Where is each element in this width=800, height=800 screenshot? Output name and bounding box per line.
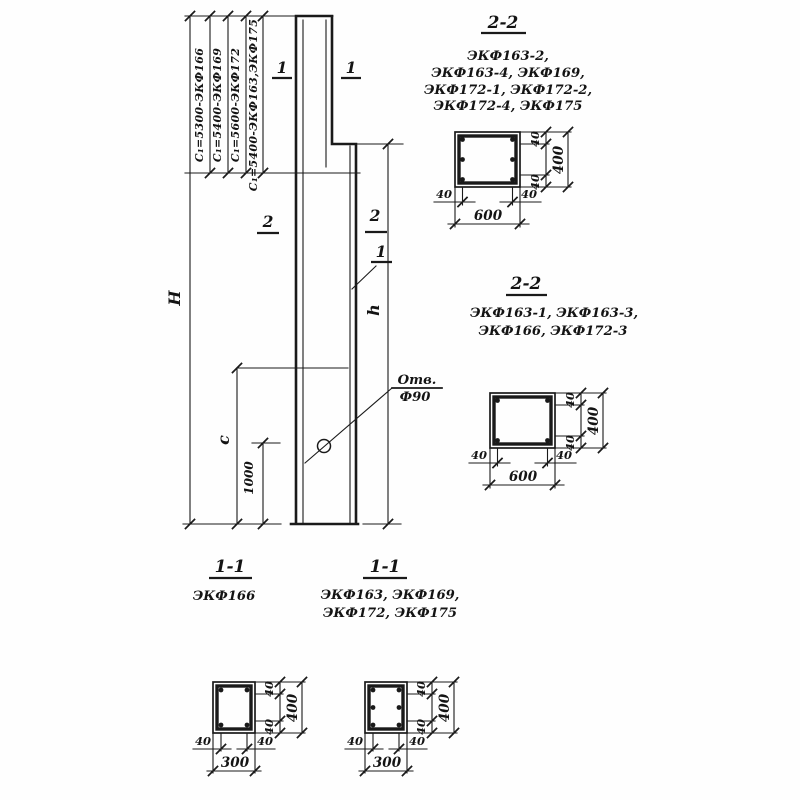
section-middle-height: 400: [586, 406, 602, 436]
section-top-products-2: ЭКФ163-4, ЭКФ169,: [431, 66, 585, 81]
section-middle-cover-right: 40: [555, 448, 573, 462]
section-middle-products-1: ЭКФ163-1, ЭКФ163-3,: [469, 306, 639, 321]
section-middle-stirrup: [494, 397, 551, 444]
section-title-1-1-right: [321, 557, 460, 621]
section-br-width: 300: [372, 755, 402, 771]
section-middle-cover-top: 40: [563, 391, 577, 409]
section-bl-cover-right: 40: [256, 734, 274, 748]
section-top-products-3: ЭКФ172-1, ЭКФ172-2,: [423, 83, 593, 98]
section-top-cover-right: 40: [520, 187, 538, 201]
section-br-cover-bottom: 40: [414, 718, 428, 736]
rebar-callout-1: [352, 242, 392, 289]
section-middle-cover-bottom: 40: [563, 434, 577, 452]
section-top-cover-left: 40: [435, 187, 453, 201]
section-mark-2-right: [365, 206, 387, 232]
c1-label-ekf169: С₁=5400-ЭКФ169: [211, 47, 224, 163]
section-bl-products-1: ЭКФ166: [192, 589, 256, 604]
section-bl-stirrup: [217, 686, 251, 729]
section-br-title: 1-1: [369, 557, 401, 577]
section-bl-cover-left: 40: [194, 734, 212, 748]
section-br-cover-right: 40: [408, 734, 426, 748]
section-mark-2-right-label: 2: [369, 206, 381, 225]
section-middle-cover-left: 40: [470, 448, 488, 462]
section-view-1-1-left: [193, 678, 307, 776]
section-bl-cover-bottom: 40: [262, 718, 276, 736]
section-br-cover-top: 40: [414, 680, 428, 698]
elevation-view: [165, 12, 442, 529]
section-bl-title: 1-1: [214, 557, 246, 577]
c1-label-ekf172: С₁=5600-ЭКФ172: [229, 47, 242, 163]
section-br-rebar-dots: [371, 688, 402, 728]
dim-H-label: H: [165, 290, 184, 306]
section-top-rebar-dots: [460, 137, 515, 182]
section-mark-1-right-label: 1: [345, 58, 357, 77]
section-br-cover-left: 40: [346, 734, 364, 748]
section-title-1-1-left: [193, 557, 256, 604]
section-title-2-2-middle: [470, 274, 638, 339]
section-middle-rebar-dots: [495, 398, 550, 443]
hole-note-line1: Отв.: [397, 373, 437, 388]
section-middle-width: 600: [508, 469, 538, 485]
c1-dimension-labels: [193, 19, 260, 191]
section-br-products-2: ЭКФ172, ЭКФ175: [322, 606, 458, 621]
dim-h-label: h: [364, 304, 383, 316]
section-top-products-1: ЭКФ163-2,: [467, 49, 549, 64]
section-top-cover-top: 40: [528, 130, 542, 148]
section-br-height: 400: [437, 693, 453, 723]
hole-phi90: [305, 373, 442, 463]
section-bl-rebar-dots: [219, 688, 250, 728]
section-top-products-4: ЭКФ172-4, ЭКФ175: [433, 99, 583, 114]
section-top-cover-bottom: 40: [528, 173, 542, 191]
section-top-width: 600: [473, 208, 503, 224]
column-outline: [291, 16, 358, 524]
section-top-stirrup: [459, 136, 516, 183]
rebar-callout-label: 1: [375, 242, 387, 261]
section-br-products-1: ЭКФ163, ЭКФ169,: [320, 588, 460, 603]
section-top-title: 2-2: [487, 13, 519, 33]
section-bl-width: 300: [220, 755, 250, 771]
section-middle-title: 2-2: [510, 274, 542, 294]
section-middle-products-2: ЭКФ166, ЭКФ172-3: [478, 324, 628, 339]
dim-1000-label: 1000: [242, 461, 256, 495]
section-view-1-1-right: [345, 678, 459, 776]
section-mark-2-left: [257, 212, 279, 233]
hole-note-line2: Ф90: [399, 390, 431, 405]
section-bl-height: 400: [285, 693, 301, 723]
c1-label-ekf163-175: С₁=5400-ЭКФ163,ЭКФ175: [247, 18, 260, 192]
section-bl-cover-top: 40: [262, 680, 276, 698]
section-mark-1-left-label: 1: [276, 58, 288, 77]
dim-c-label: c: [214, 435, 233, 445]
section-view-2-2-top: [434, 128, 573, 229]
section-mark-1-left: [272, 58, 292, 78]
section-mark-2-left-label: 2: [262, 212, 274, 231]
section-top-height: 400: [551, 145, 567, 175]
section-view-2-2-middle: [469, 389, 608, 490]
section-title-2-2-top: [424, 13, 592, 114]
section-mark-1-right: [341, 58, 361, 78]
c1-label-ekf166: С₁=5300-ЭКФ166: [193, 47, 206, 163]
